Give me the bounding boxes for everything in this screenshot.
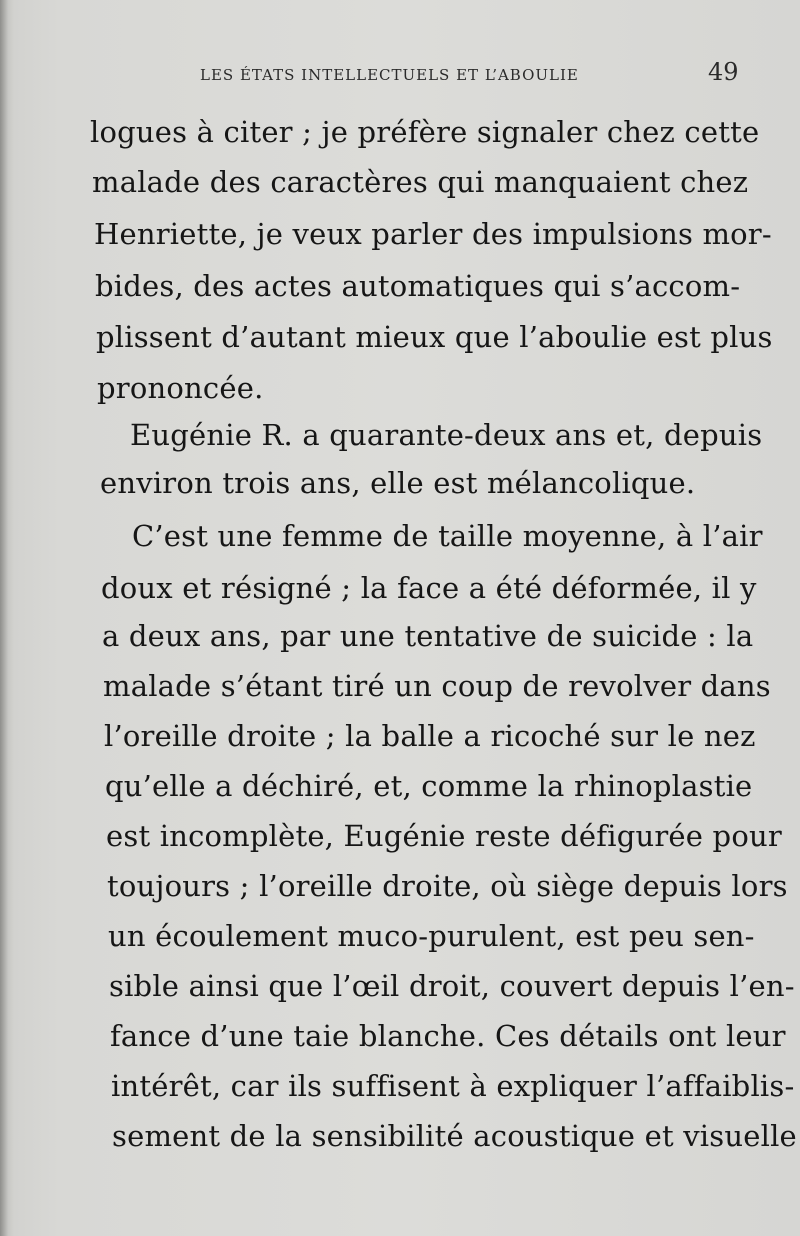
text-line: sement de la sensibilité acoustique et visuelle [112,1119,797,1153]
page-number: 49 [708,58,739,86]
text-line: plissent d’autant mieux que l’aboulie est plus [96,320,773,354]
text-line: toujours ; l’oreille droite, où siège depuis lors [107,869,788,903]
text-line: malade des caractères qui manquaient chez [92,165,749,199]
text-line: malade s’étant tiré un coup de revolver dans [103,669,771,703]
running-title: LES ÉTATS INTELLECTUELS ET L’ABOULIE [200,66,579,84]
text-line: qu’elle a déchiré, et, comme la rhinoplastie [105,769,753,803]
text-line: sible ainsi que l’œil droit, couvert depuis l’en- [109,969,795,1003]
text-line: Eugénie R. a quarante-deux ans et, depuis [130,418,763,452]
text-line: fance d’une taie blanche. Ces détails ont leur [110,1019,786,1053]
text-line: prononcée. [97,371,264,405]
page-spine-shadow [0,0,8,1236]
text-line: doux et résigné ; la face a été déformée, il y [101,571,757,605]
text-line: a deux ans, par une tentative de suicide : la [102,619,754,653]
text-line: un écoulement muco-purulent, est peu sen- [108,919,755,953]
text-line: l’oreille droite ; la balle a ricoché sur le nez [104,719,756,753]
text-line: Henriette, je veux parler des impulsions mor- [94,217,772,251]
text-line: environ trois ans, elle est mélancolique. [100,466,696,500]
text-line: intérêt, car ils suffisent à expliquer l’affaiblis- [111,1069,795,1103]
text-line: bides, des actes automatiques qui s’accom- [95,269,741,303]
text-line: logues à citer ; je préfère signaler chez cette [90,115,760,149]
text-line: est incomplète, Eugénie reste défigurée pour [106,819,782,853]
text-line: C’est une femme de taille moyenne, à l’air [132,519,763,553]
